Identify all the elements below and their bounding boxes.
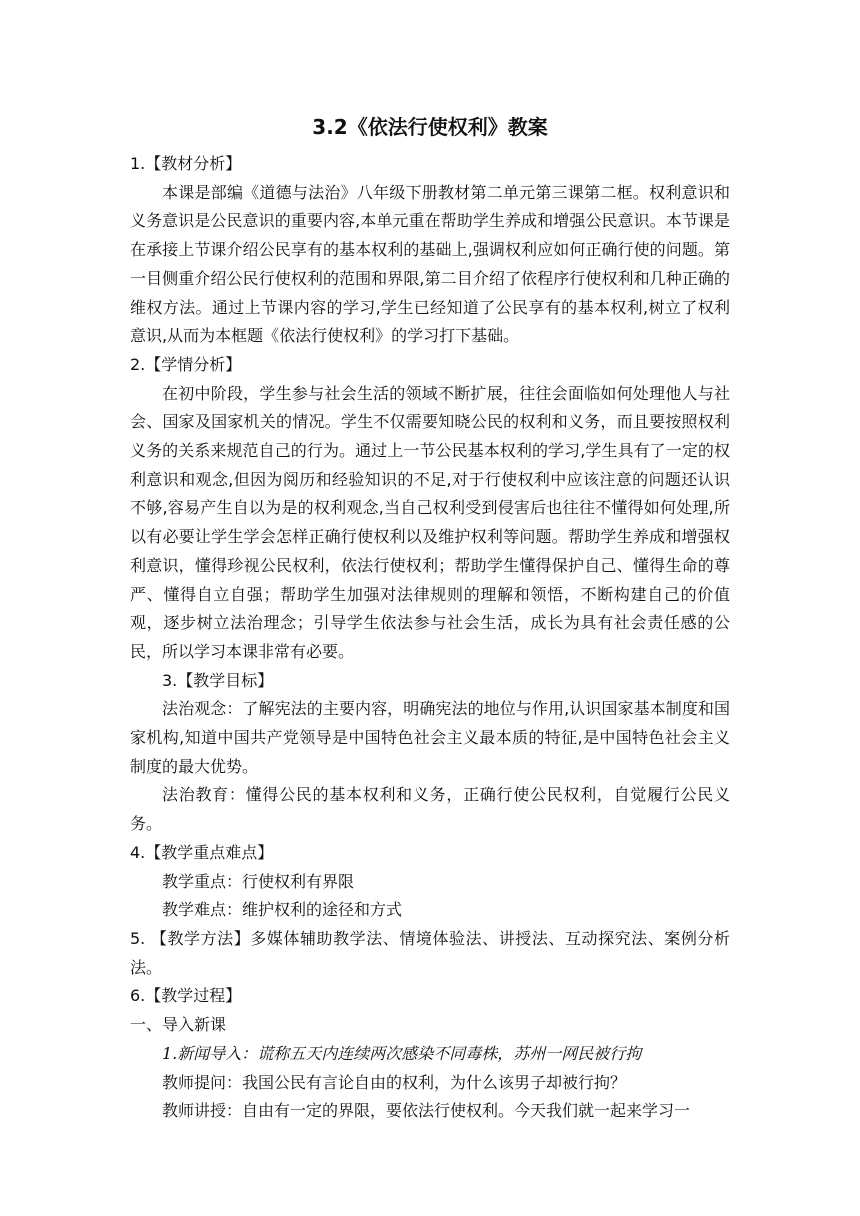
- paragraph-difficult-point: 教学难点：维护权利的途径和方式: [162, 900, 403, 920]
- section-heading-textbook-analysis: 1.【教材分析】: [130, 154, 242, 173]
- subheading-introduce-new-lesson: 一、导入新课: [130, 1015, 227, 1035]
- paragraph-textbook-analysis: 本课是部编《道德与法治》八年级下册教材第二单元第三课第二框。权利意识和义务意识是公民意识的重要内容,本单元重在帮助学生养成和增强公民意识。本节课是在承接上节课介绍公民享有的基本权利的基础上,强调权利应如何正确行使的问题。第一目侧重介绍公民行使权利的范围和界限,第二目介绍了依程序行使权利和几种正确的维权方法。通过上节课内容的学习,学生已经知道了公民享有的基本权利,树立了权利意识,从而为本框题《依法行使权利》的学习打下基础。: [130, 182, 730, 346]
- paragraph-student-analysis: 在初中阶段，学生参与社会生活的领域不断扩展，往往会面临如何处理他人与社会、国家及国家机关的情况。学生不仅需要知晓公民的权利和义务，而且要按照权利义务的关系来规范自己的行为。通过上一节公民基本权利的学习,学生具有了一定的权利意识和观念,但因为阅历和经验知识的不足,对于行使权利中应该注意的问题还认识不够,容易产生自以为是的权利观念,当自己权利受到侵害后也往往不懂得如何处理,所以有必要让学生学会怎样正确行使权利以及维护权利等问题。帮助学生养成和增强权利意识，懂得珍视公民权利，依法行使权利；帮助学生懂得保护自己、懂得生命的尊严、懂得自立自强；帮助学生加强对法律规则的理解和领悟，不断构建自己的价值观，逐步树立法治理念；引导学生依法参与社会生活，成长为具有社会责任感的公民，所以学习本课非常有必要。: [130, 383, 730, 661]
- paragraph-teacher-lecture: 教师讲授：自由有一定的界限，要依法行使权利。今天我们就一起来学习一: [162, 1101, 691, 1121]
- section-heading-teaching-goals: 3.【教学目标】: [162, 670, 274, 690]
- paragraph-goal-rule-of-law-concept: 法治观念：了解宪法的主要内容，明确宪法的地位与作用,认识国家基本制度和国家机构,知道中国共产党领导是中国特色社会主义最本质的特征,是中国特色社会主义制度的最大优势。: [130, 699, 730, 776]
- section-heading-student-analysis: 2.【学情分析】: [130, 354, 242, 374]
- paragraph-teacher-question: 教师提问：我国公民有言论自由的权利，为什么该男子却被行拘？: [162, 1072, 627, 1092]
- document-body: [130, 150, 730, 1126]
- paragraph-goal-rule-of-law-education: 法治教育：懂得公民的基本权利和义务，正确行使公民权利，自觉履行公民义务。: [130, 785, 730, 834]
- section-heading-key-points: 4.【教学重点难点】: [130, 842, 274, 862]
- section-heading-teaching-process: 6.【教学过程】: [130, 986, 242, 1006]
- paragraph-key-point: 教学重点：行使权利有界限: [162, 871, 355, 891]
- paragraph-news-intro: 1.新闻导入：谎称五天内连续两次感染不同毒株，苏州一网民被行拘: [162, 1043, 642, 1063]
- paragraph-teaching-methods: 5. 【教学方法】多媒体辅助教学法、情境体验法、讲授法、互动探究法、案例分析法。: [130, 928, 730, 977]
- document-title: 3.2《依法行使权利》教案: [312, 115, 548, 139]
